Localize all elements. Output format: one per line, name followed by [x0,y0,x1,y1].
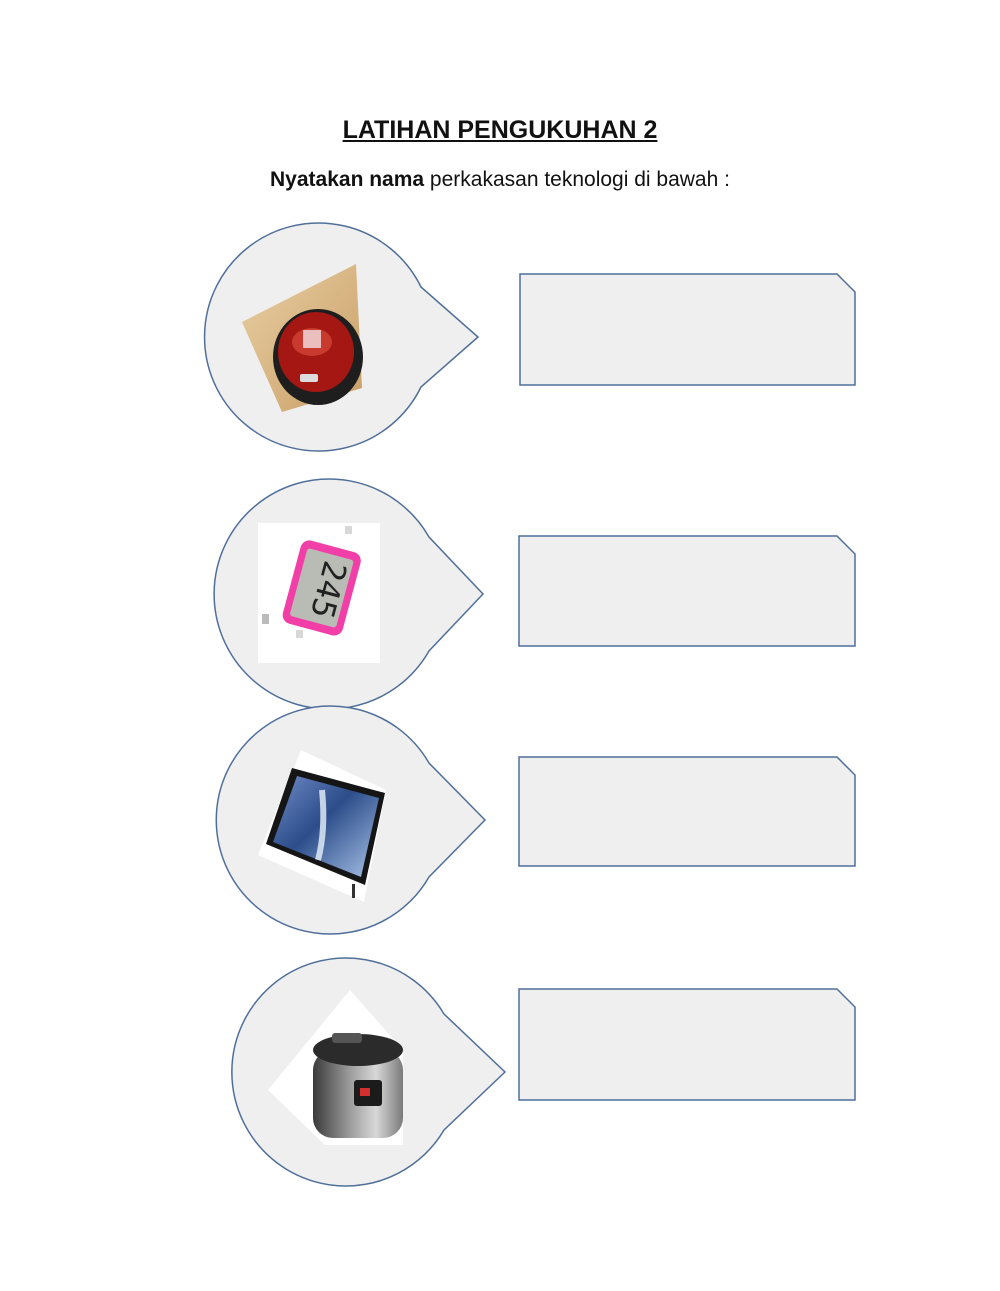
item-3 [216,706,855,934]
answer-box-4[interactable] [519,989,855,1100]
instruction-bold: Nyatakan nama [270,168,425,191]
worksheet-title: LATIHAN PENGUKUHAN 2 [342,116,658,144]
answer-box-2[interactable] [519,536,855,646]
weighing-scale-icon [258,523,380,663]
instruction-text: perkakasan teknologi di bawah : [424,168,730,191]
item-4 [232,958,855,1186]
item-2 [214,479,855,709]
svg-text:245: 245 [302,556,355,623]
answer-box-1[interactable] [520,274,855,385]
answer-box-3[interactable] [519,757,855,866]
item-1 [205,223,855,451]
